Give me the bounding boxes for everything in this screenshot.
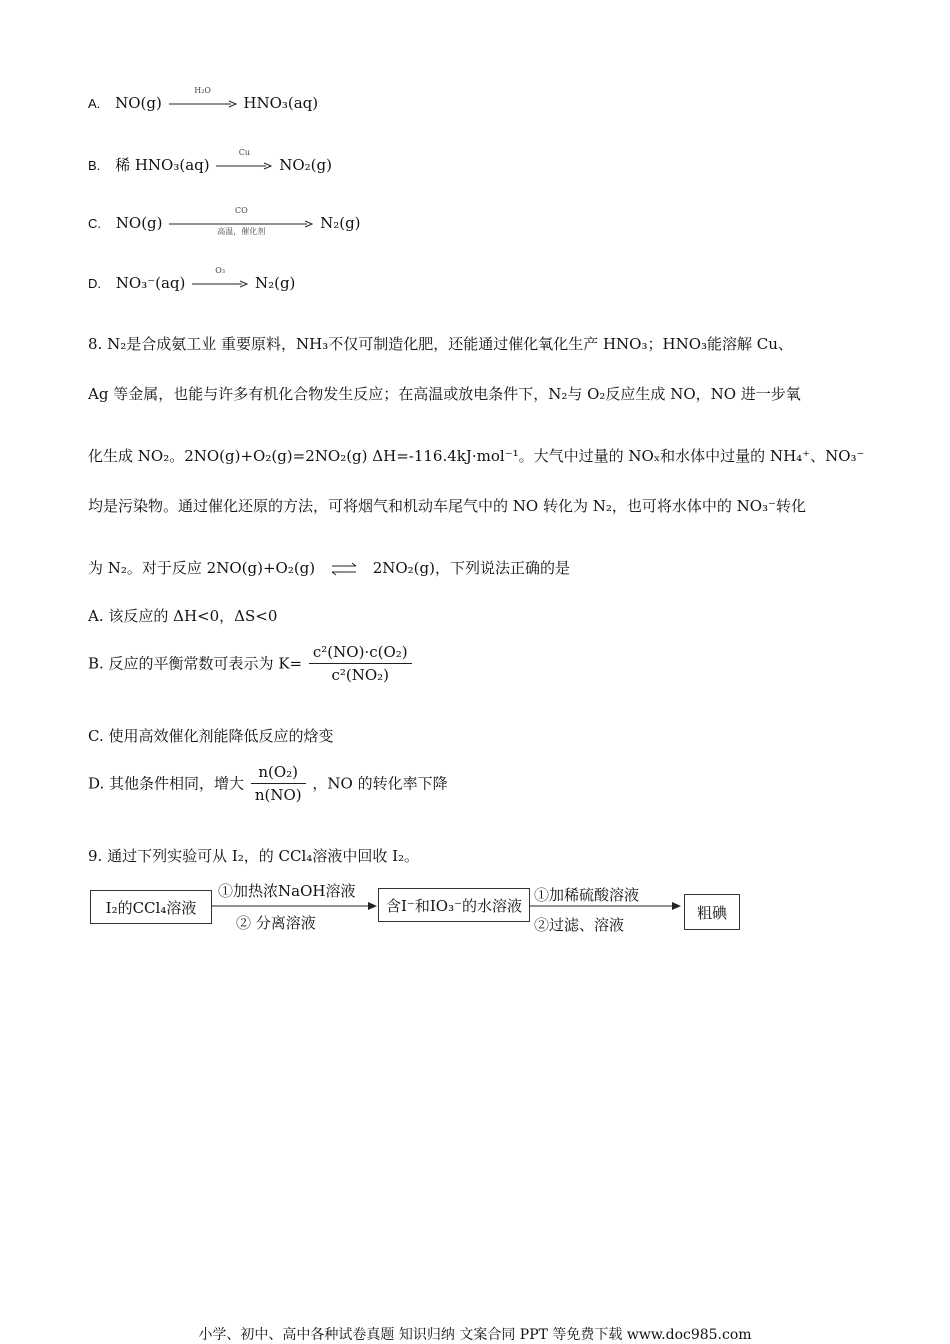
- arrow-condition-below: 高温，催化剂: [217, 227, 266, 236]
- reaction-arrow: [192, 266, 248, 288]
- page-footer: 小学、初中、高中各种试卷真题 知识归纳 文案合同 PPT 等免费下载 www.doc985.com: [198, 1327, 752, 1343]
- q7-option-c: [88, 206, 361, 236]
- equilibrium-icon: [330, 562, 358, 576]
- product: NO₂(g): [279, 156, 332, 174]
- flow-arrow-1: [212, 901, 378, 911]
- reactant: NO(g): [115, 94, 162, 112]
- q9-stem: 9. 通过下列实验可从 I₂，的 CCl₄溶液中回收 I₂。: [88, 847, 420, 865]
- arrow-icon: [169, 100, 237, 108]
- option-d-suffix: ，NO 的转化率下降: [312, 774, 448, 793]
- flow-step1-bottom: ② 分离溶液: [236, 914, 316, 932]
- reaction-arrow: [169, 206, 313, 236]
- product: N₂(g): [320, 214, 361, 232]
- reactant: NO(g): [115, 214, 163, 232]
- q8-reaction-left: 为 N₂。对于反应 2NO(g)+O₂(g): [88, 559, 316, 577]
- q8-line-3: 化生成 NO₂。2NO(g)+O₂(g)=2NO₂(g) ΔH=-116.4kJ·mol⁻¹。大气中过量的 NOₓ和水体中过量的 NH₄⁺、NO₃⁻: [88, 447, 865, 465]
- reactant: 稀 HNO₃(aq): [115, 156, 210, 174]
- arrow-condition: CO: [234, 206, 248, 215]
- q8-option-b: [88, 642, 414, 685]
- flow-box-middle: 含I⁻和IO₃⁻的水溶液: [378, 888, 530, 922]
- q8-line-2: Ag 等金属，也能与许多有机化合物发生反应；在高温或放电条件下，N₂与 O₂反应生成 NO，NO 进一步氧: [88, 385, 801, 403]
- fraction-numerator: n(O₂): [251, 762, 306, 784]
- equilibrium-constant-fraction: [309, 642, 412, 685]
- arrow-condition: Cu: [238, 148, 251, 157]
- q7-option-a: [88, 86, 319, 112]
- flow-step2-bottom: ②过滤、溶液: [534, 916, 625, 934]
- option-label: D.: [88, 276, 101, 291]
- q7-option-b: [88, 148, 332, 175]
- flow-step1-top: ①加热浓NaOH溶液: [218, 882, 356, 900]
- option-b-prefix: B. 反应的平衡常数可表示为 K=: [88, 654, 303, 673]
- option-label: B.: [88, 158, 101, 173]
- q7-option-d: [88, 266, 296, 292]
- flow-step2-top: ①加稀硫酸溶液: [534, 886, 640, 904]
- fraction-numerator: c²(NO)·c(O₂): [309, 642, 412, 664]
- fraction-denominator: c²(NO₂): [331, 666, 390, 684]
- q8-line-4: 均是污染物。通过催化还原的方法，可将烟气和机动车尾气中的 NO 转化为 N₂，也可将水体中的 NO₃⁻转化: [88, 497, 806, 515]
- q8-line-1: 8. N₂是合成氨工业 重要原料，NH₃不仅可制造化肥，还能通过催化氧化生产 HNO₃；HNO₃能溶解 Cu、: [88, 335, 793, 353]
- arrow-condition: H₂O: [194, 86, 211, 95]
- q8-option-c: C. 使用高效催化剂能降低反应的焓变: [88, 727, 334, 745]
- q8-option-d: [88, 762, 448, 805]
- option-d-prefix: D. 其他条件相同，增大: [88, 774, 245, 793]
- arrow-icon: [216, 162, 272, 170]
- product: N₂(g): [254, 274, 296, 292]
- reactant: NO₃⁻(aq): [115, 274, 186, 292]
- reaction-arrow: [216, 148, 272, 170]
- option-label: A.: [88, 96, 101, 111]
- q8-reaction-right: 2NO₂(g)，下列说法正确的是: [372, 559, 570, 577]
- q8-line-5: [88, 558, 570, 578]
- flow-arrow-2: [530, 901, 684, 911]
- ratio-fraction: [251, 762, 306, 805]
- option-label: C.: [88, 216, 101, 231]
- q8-option-a: A. 该反应的 ΔH<0，ΔS<0: [88, 607, 278, 625]
- fraction-denominator: n(NO): [254, 786, 302, 804]
- arrow-icon: [192, 280, 248, 288]
- arrow-condition: O₃: [215, 266, 226, 275]
- reaction-arrow: [169, 86, 237, 108]
- flow-box-start: I₂的CCl₄溶液: [90, 890, 212, 924]
- flow-box-end: 粗碘: [684, 894, 740, 930]
- product: HNO₃(aq): [243, 94, 319, 112]
- equilibrium-arrow: [330, 562, 358, 576]
